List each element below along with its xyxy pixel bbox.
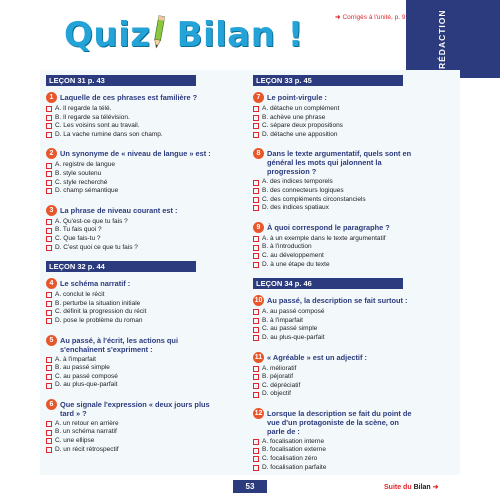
checkbox[interactable] — [253, 456, 259, 462]
answer-option[interactable] — [46, 161, 211, 170]
option-label: D. au plus-que-parfait — [55, 381, 118, 389]
checkbox[interactable] — [46, 219, 52, 225]
question-header — [253, 148, 418, 176]
question-number-badge: 8 — [253, 148, 264, 159]
answer-option[interactable] — [253, 252, 418, 261]
checkbox[interactable] — [253, 132, 259, 138]
checkbox[interactable] — [46, 374, 52, 380]
checkbox[interactable] — [46, 357, 52, 363]
checkbox[interactable] — [253, 383, 259, 389]
answer-option[interactable] — [46, 244, 211, 253]
question-number-badge: 4 — [46, 278, 57, 289]
question-text: La phrase de niveau courant est : — [60, 205, 178, 215]
side-tab-label: RÉDACTION — [437, 9, 447, 69]
answer-option[interactable] — [253, 235, 418, 244]
options-list — [253, 438, 418, 472]
question-header — [253, 295, 418, 306]
checkbox[interactable] — [46, 188, 52, 194]
answer-option[interactable] — [46, 291, 211, 300]
question-header — [253, 408, 418, 436]
question-number-badge: 12 — [254, 409, 263, 417]
option-label: B. des connecteurs logiques — [262, 186, 344, 194]
option-label: D. objectif — [262, 390, 291, 398]
answer-option[interactable] — [253, 196, 418, 205]
option-label: A. Qu'est-ce que tu fais ? — [55, 217, 128, 225]
checkbox[interactable] — [46, 163, 52, 169]
option-label: B. un schéma narratif — [55, 428, 117, 436]
checkbox[interactable] — [253, 115, 259, 121]
left-column — [46, 75, 211, 463]
answer-option[interactable] — [46, 317, 211, 326]
corrige-link[interactable] — [335, 13, 405, 21]
answer-option[interactable] — [46, 218, 211, 227]
answer-option[interactable] — [253, 105, 418, 114]
answer-option[interactable] — [46, 381, 211, 390]
option-label: C. dépréciatif — [262, 381, 301, 389]
option-label: A. Il regarde la télé. — [55, 105, 112, 112]
answer-option[interactable] — [253, 317, 418, 326]
question-header — [46, 148, 211, 159]
answer-option[interactable] — [46, 187, 211, 196]
option-label: D. des indices spatiaux — [262, 204, 329, 212]
checkbox[interactable] — [253, 188, 259, 194]
question-text: Laquelle de ces phrases est familière ? — [60, 93, 198, 102]
options-list — [253, 365, 418, 399]
option-label: B. à l'introduction — [262, 243, 312, 251]
options-list — [46, 105, 211, 139]
option-label: D. à une étape du texte — [262, 260, 330, 268]
lecon-header: LEÇON 31 p. 43 — [46, 75, 196, 86]
options-list — [253, 178, 418, 212]
checkbox[interactable] — [46, 236, 52, 242]
option-label: A. mélioratif — [262, 364, 297, 372]
question-header — [46, 399, 211, 418]
answer-option[interactable] — [46, 122, 211, 131]
side-tab — [406, 0, 500, 78]
title-quiz: Quiz — [64, 15, 151, 55]
question-12 — [253, 408, 418, 472]
checkbox[interactable] — [253, 106, 259, 112]
checkbox[interactable] — [253, 197, 259, 203]
answer-option[interactable] — [253, 390, 418, 399]
answer-option[interactable] — [253, 187, 418, 196]
answer-option[interactable] — [46, 373, 211, 382]
answer-option[interactable] — [253, 243, 418, 252]
page-number: 53 — [233, 480, 267, 493]
question-text: Au passé, la description se fait surtout : — [267, 296, 408, 306]
lecon-header: LEÇON 34 p. 46 — [253, 278, 403, 289]
question-header — [46, 278, 211, 289]
title-bilan: Bilan ! — [176, 15, 304, 55]
option-label: A. registre de langue — [55, 161, 115, 169]
answer-option[interactable] — [46, 105, 211, 114]
answer-option[interactable] — [253, 455, 418, 464]
lecon-header: LEÇON 32 p. 44 — [46, 261, 196, 272]
answer-option[interactable] — [46, 226, 211, 235]
answer-option[interactable] — [253, 261, 418, 270]
question-number-badge: 6 — [46, 399, 57, 410]
checkbox[interactable] — [253, 465, 259, 471]
options-list — [46, 291, 211, 325]
option-label: A. conclut le récit — [55, 291, 105, 299]
checkbox[interactable] — [46, 245, 52, 251]
checkbox[interactable] — [253, 448, 259, 454]
question-3 — [46, 205, 211, 252]
option-label: B. achève une phrase — [262, 113, 326, 121]
question-1 — [46, 92, 211, 139]
checkbox[interactable] — [253, 318, 259, 324]
checkbox[interactable] — [46, 430, 52, 436]
question-header — [253, 352, 418, 363]
question-header — [253, 222, 418, 233]
checkbox[interactable] — [253, 123, 259, 129]
checkbox[interactable] — [46, 115, 52, 121]
question-text: Dans le texte argumentatif, quels sont en général les mots qui jalonnent la progression ? — [267, 149, 412, 177]
answer-option[interactable] — [253, 178, 418, 187]
arrow-right-icon: ➜ — [432, 484, 439, 491]
option-label: B. focalisation externe — [262, 446, 326, 454]
options-list — [46, 420, 211, 454]
answer-option[interactable] — [253, 122, 418, 131]
checkbox[interactable] — [253, 245, 259, 251]
checkbox[interactable] — [253, 180, 259, 186]
arrow-right-icon: ➜ — [335, 14, 341, 21]
answer-option[interactable] — [253, 365, 418, 374]
question-number-badge: 10 — [254, 297, 263, 305]
answer-option[interactable] — [253, 204, 418, 213]
checkbox[interactable] — [46, 132, 52, 138]
question-number-badge: 2 — [46, 148, 57, 159]
checkbox[interactable] — [46, 447, 52, 453]
checkbox[interactable] — [46, 171, 52, 177]
lecon-header: LEÇON 33 p. 45 — [253, 75, 403, 86]
checkbox[interactable] — [46, 421, 52, 427]
question-text: Le point-virgule : — [267, 93, 327, 102]
question-header — [46, 205, 211, 216]
option-label: B. perturbe la situation initiale — [55, 299, 141, 307]
checkbox[interactable] — [46, 292, 52, 298]
option-label: D. détache une apposition — [262, 130, 338, 138]
answer-option[interactable] — [253, 114, 418, 123]
question-11 — [253, 352, 418, 399]
option-label: A. à l'imparfait — [55, 355, 96, 363]
question-2 — [46, 148, 211, 195]
suite-link[interactable] — [384, 483, 439, 491]
question-header — [46, 92, 211, 103]
checkbox[interactable] — [253, 236, 259, 242]
answer-option[interactable] — [46, 420, 211, 429]
options-list — [253, 235, 418, 269]
pencil-icon — [150, 13, 168, 51]
question-4 — [46, 278, 211, 325]
answer-option[interactable] — [46, 364, 211, 373]
option-label: A. focalisation interne — [262, 437, 325, 445]
checkbox[interactable] — [253, 205, 259, 211]
options-list — [253, 105, 418, 139]
option-label: D. champ sémantique — [55, 187, 119, 195]
option-label: C. au passé composé — [55, 372, 118, 380]
option-label: A. à un exemple dans le texte argumentatif — [262, 234, 386, 242]
options-list — [46, 218, 211, 252]
option-label: D. C'est quoi ce que tu fais ? — [55, 243, 138, 251]
option-label: C. focalisation zéro — [262, 455, 318, 463]
question-text: Lorsque la description se fait du point de vue d'un protagoniste de la scène, on parle de : — [267, 408, 412, 436]
question-7 — [253, 92, 418, 139]
corrige-text: Corrigés à l'unité, p. 9 — [342, 14, 406, 21]
checkbox[interactable] — [46, 438, 52, 444]
checkbox[interactable] — [46, 228, 52, 234]
question-header — [253, 92, 418, 103]
checkbox[interactable] — [46, 301, 52, 307]
option-label: A. un retour en arrière — [55, 419, 119, 427]
answer-option[interactable] — [253, 131, 418, 140]
checkbox[interactable] — [253, 309, 259, 315]
question-6 — [46, 399, 211, 454]
question-8 — [253, 148, 418, 212]
question-number-badge: 9 — [253, 222, 264, 233]
option-label: B. au passé simple — [55, 364, 110, 372]
page-title — [64, 10, 304, 55]
suite-text-2: Bilan — [413, 484, 431, 491]
option-label: C. Les voisins sont au travail. — [55, 122, 140, 130]
suite-text-1: Suite du — [384, 484, 412, 491]
answer-option[interactable] — [46, 300, 211, 309]
checkbox[interactable] — [46, 180, 52, 186]
question-text: Au passé, à l'écrit, les actions qui s'enchaînent s'expriment : — [60, 335, 178, 354]
option-label: D. au plus-que-parfait — [262, 333, 325, 341]
option-label: D. La vache rumine dans son champ. — [55, 130, 163, 138]
question-text: Le schéma narratif : — [60, 279, 131, 289]
checkbox[interactable] — [46, 318, 52, 324]
answer-option[interactable] — [46, 170, 211, 179]
question-number-badge: 1 — [46, 92, 57, 103]
option-label: B. Tu fais quoi ? — [55, 226, 102, 234]
answer-option[interactable] — [253, 334, 418, 343]
option-label: C. sépare deux propositions — [262, 122, 343, 130]
answer-option[interactable] — [253, 464, 418, 473]
option-label: C. définit la progression du récit — [55, 308, 147, 316]
answer-option[interactable] — [46, 428, 211, 437]
options-list — [46, 161, 211, 195]
option-label: C. des compléments circonstanciels — [262, 195, 366, 203]
option-label: D. focalisation parfaite — [262, 463, 327, 471]
option-label: C. au développement — [262, 251, 324, 259]
answer-option[interactable] — [253, 382, 418, 391]
answer-option[interactable] — [46, 114, 211, 123]
question-9 — [253, 222, 418, 269]
option-label: D. pose le problème du roman — [55, 316, 143, 324]
question-number-badge: 7 — [253, 92, 264, 103]
option-label: C. au passé simple — [262, 325, 318, 333]
answer-option[interactable] — [46, 308, 211, 317]
checkbox[interactable] — [253, 374, 259, 380]
option-label: A. détache un complément — [262, 105, 340, 112]
option-label: C. une ellipse — [55, 437, 95, 445]
question-text: Un synonyme de « niveau de langue » est : — [60, 149, 211, 159]
question-number-badge: 11 — [254, 353, 263, 361]
answer-option[interactable] — [253, 325, 418, 334]
answer-option[interactable] — [46, 179, 211, 188]
checkbox[interactable] — [46, 123, 52, 129]
answer-option[interactable] — [46, 446, 211, 455]
checkbox[interactable] — [253, 327, 259, 333]
checkbox[interactable] — [253, 335, 259, 341]
question-text: À quoi correspond le paragraphe ? — [267, 222, 390, 232]
option-label: A. des indices temporels — [262, 178, 333, 186]
option-label: C. Que fais-tu ? — [55, 234, 101, 242]
answer-option[interactable] — [253, 438, 418, 447]
option-label: B. style soutenu — [55, 169, 102, 177]
answer-option[interactable] — [253, 308, 418, 317]
question-header — [46, 335, 211, 354]
question-10 — [253, 295, 418, 342]
checkbox[interactable] — [253, 366, 259, 372]
answer-option[interactable] — [253, 373, 418, 382]
answer-option[interactable] — [46, 131, 211, 140]
option-label: D. un récit rétrospectif — [55, 445, 119, 453]
question-text: Que signale l'expression « deux jours plus tard » ? — [60, 399, 210, 418]
answer-option[interactable] — [253, 446, 418, 455]
options-list — [253, 308, 418, 342]
option-label: B. péjoratif — [262, 373, 294, 381]
checkbox[interactable] — [253, 392, 259, 398]
options-list — [46, 356, 211, 390]
option-label: C. style recherché — [55, 178, 108, 186]
right-column — [253, 75, 418, 481]
question-number-badge: 3 — [46, 205, 57, 216]
checkbox[interactable] — [46, 106, 52, 112]
answer-option[interactable] — [46, 437, 211, 446]
checkbox[interactable] — [253, 439, 259, 445]
option-label: B. Il regarde sa télévision. — [55, 113, 130, 121]
answer-option[interactable] — [46, 235, 211, 244]
option-label: B. à l'imparfait — [262, 316, 303, 324]
question-number-badge: 5 — [46, 335, 57, 346]
question-text: « Agréable » est un adjectif : — [267, 352, 367, 362]
checkbox[interactable] — [46, 310, 52, 316]
checkbox[interactable] — [253, 262, 259, 268]
checkbox[interactable] — [46, 365, 52, 371]
question-5 — [46, 335, 211, 390]
checkbox[interactable] — [253, 253, 259, 259]
checkbox[interactable] — [46, 383, 52, 389]
answer-option[interactable] — [46, 356, 211, 365]
option-label: A. au passé composé — [262, 308, 325, 316]
